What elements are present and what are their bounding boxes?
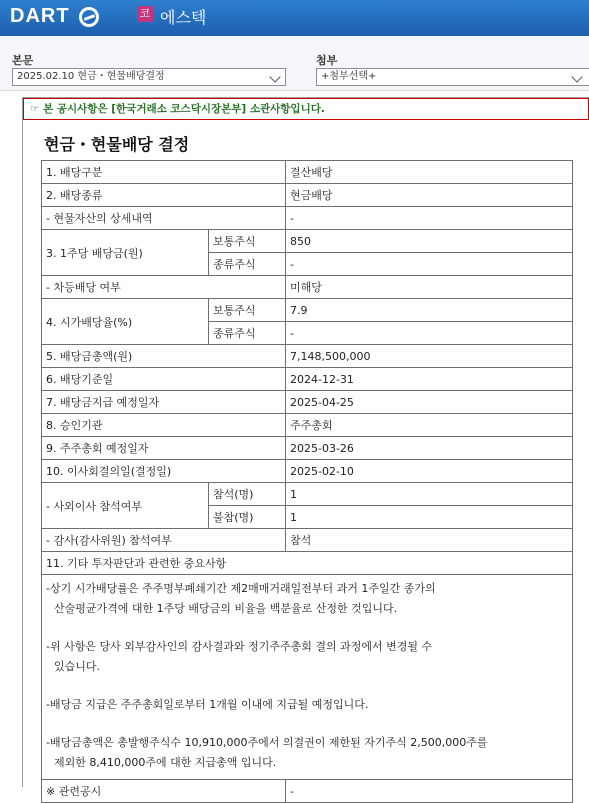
row-value: 2025-04-25	[286, 391, 573, 414]
note-line: 산술평균가격에 대한 1주당 배당금의 비율을 백분율로 산정한 것입니다.	[54, 602, 398, 615]
note-line: 있습니다.	[54, 660, 101, 673]
document-toolbar	[0, 36, 589, 91]
row-sublabel: 종류주식	[209, 322, 286, 345]
table-row	[42, 529, 573, 552]
table-row	[42, 207, 573, 230]
row-value: -	[286, 780, 573, 803]
row-label: 10. 이사회결의일(결정일)	[42, 460, 286, 483]
row-label: 8. 승인기관	[42, 414, 286, 437]
row-label: 2. 배당종류	[42, 184, 286, 207]
table-row	[42, 184, 573, 207]
row-sublabel: 종류주식	[209, 253, 286, 276]
row-sublabel: 참석(명)	[209, 483, 286, 506]
dart-logo-icon	[79, 7, 99, 27]
row-label: 1. 배당구분	[42, 161, 286, 184]
row-label: 11. 기타 투자판단과 관련한 중요사항	[42, 552, 573, 575]
document-viewer[interactable]	[22, 97, 589, 798]
row-label: - 현물자산의 상세내역	[42, 207, 286, 230]
attach-select[interactable]	[316, 68, 589, 86]
row-value: 참석	[286, 529, 573, 552]
row-label: 4. 시가배당율(%)	[42, 299, 209, 345]
table-row	[42, 345, 573, 368]
row-label: 5. 배당금총액(원)	[42, 345, 286, 368]
table-row	[42, 276, 573, 299]
app-header	[0, 0, 589, 36]
table-row	[42, 299, 573, 322]
row-label: 7. 배당금지급 예정일자	[42, 391, 286, 414]
table-row	[42, 483, 573, 506]
row-value: 2025-02-10	[286, 460, 573, 483]
note-line: 제외한 8,410,000주에 대한 지급총액 입니다.	[54, 756, 277, 769]
row-label: 3. 1주당 배당금(원)	[42, 230, 209, 276]
table-row	[42, 230, 573, 253]
table-row	[42, 552, 573, 575]
note-line: -상기 시가배당률은 주주명부폐쇄기간 제2매매거래일전부터 과거 1주일간 종가의	[46, 582, 436, 595]
row-label: - 감사(감사위원) 참석여부	[42, 529, 286, 552]
row-value: 1	[286, 483, 573, 506]
row-value: 미해당	[286, 276, 573, 299]
row-value: 현금배당	[286, 184, 573, 207]
row-value: 결산배당	[286, 161, 573, 184]
row-label: - 사외이사 참석여부	[42, 483, 209, 529]
row-label: 9. 주주총회 예정일자	[42, 437, 286, 460]
row-value: -	[286, 253, 573, 276]
row-label: ※ 관련공시	[42, 780, 286, 803]
row-value: 7,148,500,000	[286, 345, 573, 368]
page-title: 현금・현물배당 결정	[44, 135, 190, 154]
row-sublabel: 불참(명)	[209, 506, 286, 529]
note-line: -배당금총액은 총발행주식수 10,910,000주에서 의결권이 제한된 자기주식 2,500,000주를	[46, 736, 488, 749]
table-row	[42, 437, 573, 460]
row-label: 6. 배당기준일	[42, 368, 286, 391]
table-row	[42, 368, 573, 391]
body-select-value: 2025.02.10 현금・현물배당결정	[17, 71, 165, 82]
disclosure-table	[41, 160, 573, 803]
row-value: 주주총회	[286, 414, 573, 437]
attach-label: 첨부	[316, 54, 338, 67]
table-row	[42, 391, 573, 414]
market-badge: 코	[137, 6, 153, 22]
attach-select-value: +첨부선택+	[321, 71, 377, 82]
row-value: 2025-03-26	[286, 437, 573, 460]
row-value: 2024-12-31	[286, 368, 573, 391]
row-value: -	[286, 207, 573, 230]
note-line: -배당금 지급은 주주총회일로부터 1개월 이내에 지급될 예정입니다.	[46, 698, 369, 711]
body-select[interactable]	[12, 68, 286, 86]
row-value: 7.9	[286, 299, 573, 322]
row-value: -	[286, 322, 573, 345]
company-name: 에스텍	[160, 8, 207, 27]
table-row	[42, 414, 573, 437]
chevron-down-icon	[269, 71, 280, 82]
row-label: - 차등배당 여부	[42, 276, 286, 299]
dart-logo[interactable]: DART	[10, 5, 70, 27]
table-row	[42, 161, 573, 184]
table-row	[42, 460, 573, 483]
row-sublabel: 보통주식	[209, 230, 286, 253]
row-sublabel: 보통주식	[209, 299, 286, 322]
table-row	[42, 575, 573, 780]
row-value: 1	[286, 506, 573, 529]
chevron-down-icon	[571, 71, 582, 82]
notice-text: ☞ 본 공시사항은 [한국거래소 코스닥시장본부] 소관사항입니다.	[30, 103, 325, 115]
notes-cell	[42, 575, 573, 780]
note-line: -위 사항은 당사 외부감사인의 감사결과와 정기주주총회 결의 과정에서 변경될 수	[46, 640, 433, 653]
row-value: 850	[286, 230, 573, 253]
table-row	[42, 780, 573, 803]
jurisdiction-notice	[23, 98, 589, 120]
body-label: 본문	[12, 54, 34, 67]
